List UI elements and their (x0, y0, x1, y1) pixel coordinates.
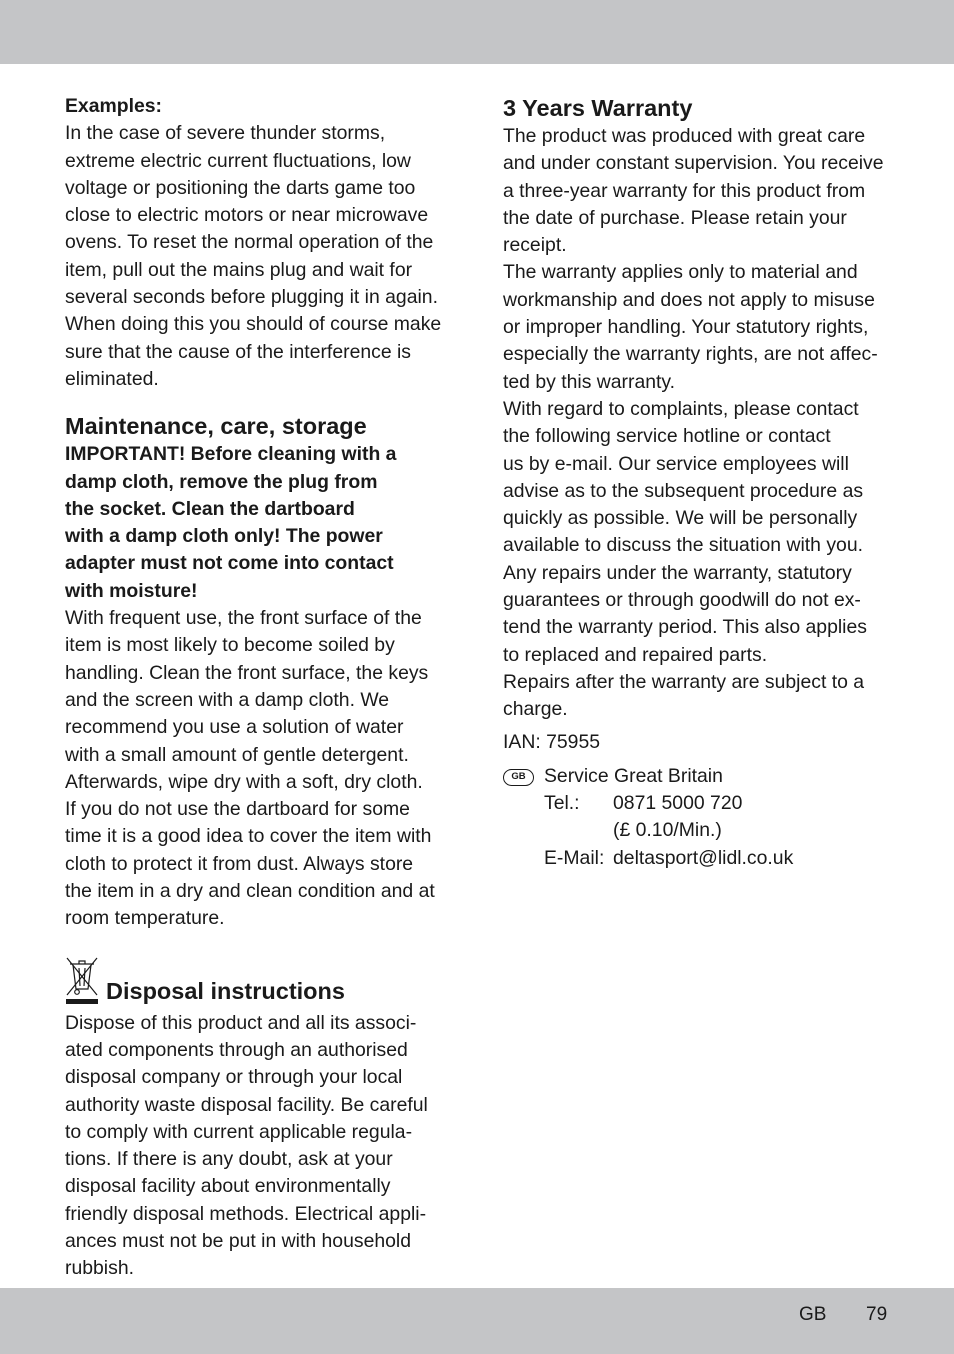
disposal-heading: Disposal instructions (106, 977, 345, 1004)
text-line: Repairs after the warranty are subject to a (503, 670, 865, 693)
examples-text (65, 120, 457, 393)
text-line: a three-year warranty for this product from (503, 179, 866, 202)
text-line: tions. If there is any doubt, ask at your (65, 1148, 393, 1171)
disposal-text (65, 1010, 457, 1283)
text-line: ated components through an authorised (65, 1038, 408, 1061)
text-line: authority waste disposal facility. Be careful (65, 1093, 428, 1116)
text-line: and under constant supervision. You receive (503, 152, 884, 175)
gb-badge-icon: GB (503, 769, 534, 786)
text-line: eliminated. (65, 367, 159, 390)
warranty-text (503, 123, 895, 724)
tel-label: Tel.: (544, 791, 580, 814)
service-contact (503, 763, 895, 875)
text-line: the following service hotline or contact (503, 425, 831, 448)
text-line: disposal company or through your local (65, 1066, 403, 1089)
text-line: damp cloth, remove the plug from (65, 470, 378, 493)
text-line: receipt. (503, 234, 567, 257)
text-line: When doing this you should of course make (65, 313, 442, 336)
text-line: In the case of severe thunder storms, (65, 122, 386, 145)
text-line: Any repairs under the warranty, statutory (503, 561, 852, 584)
text-line: workmanship and does not apply to misuse (503, 288, 875, 311)
text-line: time it is a good idea to cover the item with (65, 825, 432, 848)
service-name: Service Great Britain (544, 764, 723, 787)
text-line: IMPORTANT! Before cleaning with a (65, 443, 397, 466)
right-column (503, 93, 895, 875)
text-line: us by e-mail. Our service employees will (503, 452, 849, 475)
text-line: especially the warranty rights, are not affec- (503, 343, 878, 366)
text-line: the date of purchase. Please retain your (503, 206, 847, 229)
text-line: the socket. Clean the dartboard (65, 497, 355, 520)
text-line: rubbish. (65, 1257, 134, 1280)
maintenance-text (65, 605, 457, 933)
text-line: The product was produced with great care (503, 125, 866, 147)
text-line: friendly disposal methods. Electrical appli- (65, 1202, 427, 1225)
text-line: ances must not be put in with household (65, 1229, 412, 1252)
text-line: guarantees or through goodwill do not ex- (503, 589, 861, 612)
text-line: adapter must not come into contact (65, 552, 394, 575)
text-line: room temperature. (65, 907, 225, 930)
text-line: close to electric motors or near microwave (65, 204, 429, 227)
text-line: with a small amount of gentle detergent. (65, 743, 409, 766)
footer-language: GB (799, 1304, 827, 1325)
text-line: with a damp cloth only! The power (65, 525, 383, 548)
text-line: several seconds before plugging it in again. (65, 286, 438, 309)
text-line: ted by this warranty. (503, 370, 676, 393)
text-line: With frequent use, the front surface of the (65, 607, 422, 630)
text-line: tend the warranty period. This also applies (503, 616, 867, 639)
left-column (65, 93, 457, 1283)
text-line: with moisture! (65, 579, 198, 602)
text-line: Dispose of this product and all its associ- (65, 1011, 417, 1034)
text-line: to comply with current applicable regula- (65, 1120, 413, 1143)
text-line: and the screen with a damp cloth. We (65, 688, 390, 711)
text-line: recommend you use a solution of water (65, 716, 404, 739)
text-line: charge. (503, 698, 568, 721)
call-rate: (£ 0.10/Min.) (613, 818, 722, 841)
ian-number: IAN: 75955 (503, 730, 601, 753)
text-line: available to discuss the situation with you. (503, 534, 864, 557)
text-line: If you do not use the dartboard for some (65, 798, 410, 821)
text-line: advise as to the subsequent procedure as (503, 479, 864, 502)
email-address[interactable]: deltasport@lidl.co.uk (613, 846, 794, 869)
text-line: sure that the cause of the interference is (65, 340, 412, 363)
page-number: 79 (866, 1304, 888, 1325)
text-line: Afterwards, wipe dry with a soft, dry cloth. (65, 770, 423, 793)
text-line: With regard to complaints, please contact (503, 397, 859, 420)
crossed-out-wheelie-bin-icon (65, 956, 99, 1006)
text-line: quickly as possible. We will be personally (503, 507, 858, 530)
examples-heading: Examples: (65, 95, 163, 117)
text-line: cloth to protect it from dust. Always store (65, 852, 414, 875)
text-line: The warranty applies only to material and (503, 261, 858, 284)
text-line: ovens. To reset the normal operation of the (65, 231, 434, 254)
text-line: to replaced and repaired parts. (503, 643, 768, 666)
disposal-header (65, 954, 457, 1010)
header-band (0, 0, 954, 64)
tel-number[interactable]: 0871 5000 720 (613, 791, 743, 814)
important-notice (65, 441, 457, 605)
text-line: handling. Clean the front surface, the keys (65, 661, 429, 684)
text-line: extreme electric current fluctuations, low (65, 149, 411, 172)
text-line: item is most likely to become soiled by (65, 634, 395, 657)
text-line: disposal facility about environmentally (65, 1175, 391, 1198)
text-line: voltage or positioning the darts game too (65, 176, 416, 199)
warranty-heading: 3 Years Warranty (503, 95, 693, 121)
email-label: E-Mail: (544, 846, 605, 869)
text-line: the item in a dry and clean condition and at (65, 880, 435, 903)
text-line: or improper handling. Your statutory rights, (503, 316, 869, 339)
text-line: item, pull out the mains plug and wait for (65, 258, 413, 281)
maintenance-heading: Maintenance, care, storage (65, 413, 367, 440)
